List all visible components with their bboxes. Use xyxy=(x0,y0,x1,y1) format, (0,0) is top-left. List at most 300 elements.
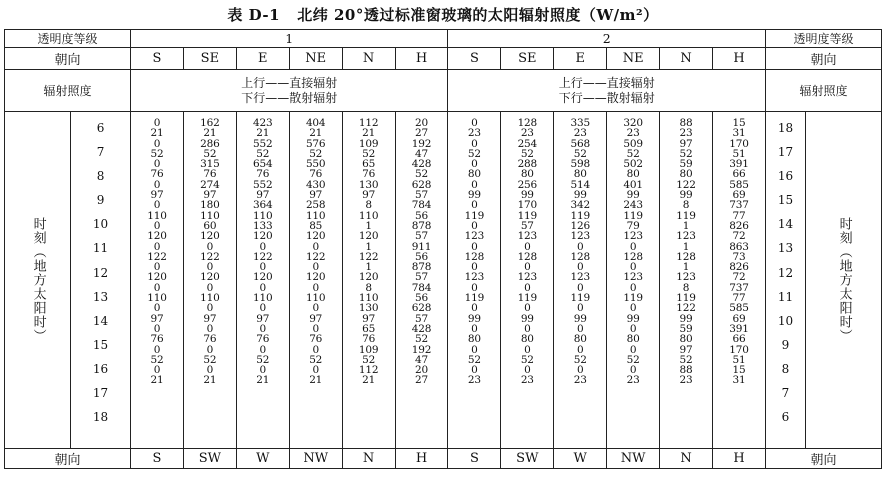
diffuse-value: 123 xyxy=(570,271,590,284)
radiation-note-level-1 xyxy=(131,70,448,112)
diffuse-value: 72 xyxy=(732,230,746,243)
orientation-footer-n: N xyxy=(660,449,713,469)
diffuse-value: 110 xyxy=(305,292,326,305)
direct-value: 0 xyxy=(524,281,531,294)
diffuse-value: 66 xyxy=(732,333,746,346)
footer-row-orientation xyxy=(5,449,882,469)
diffuse-value: 110 xyxy=(253,209,273,222)
diffuse-value: 23 xyxy=(573,374,587,387)
direct-value: 320 xyxy=(623,117,643,129)
hour-label: 14 xyxy=(777,217,794,232)
orientation-footer-nw: NW xyxy=(607,449,660,469)
direct-value: 585 xyxy=(729,302,749,315)
diffuse-value: 52 xyxy=(679,353,693,366)
direct-value: 391 xyxy=(729,158,749,171)
hour-label: 9 xyxy=(96,193,105,208)
hour-label: 11 xyxy=(92,241,109,256)
diffuse-value: 119 xyxy=(464,209,485,222)
direct-value: 552 xyxy=(253,137,273,150)
orientation-label-bottom-right: 朝向 xyxy=(765,449,881,469)
diffuse-value: 110 xyxy=(147,292,167,305)
diffuse-value: 23 xyxy=(679,374,693,387)
direct-value: 391 xyxy=(729,322,749,335)
diffuse-value: 128 xyxy=(464,250,485,263)
direct-value: 0 xyxy=(471,281,478,294)
diffuse-value: 128 xyxy=(517,250,538,263)
irradiance-table xyxy=(4,29,882,469)
direct-value: 430 xyxy=(305,178,326,191)
direct-value: 401 xyxy=(623,178,643,191)
diffuse-value: 119 xyxy=(464,292,485,305)
diffuse-value: 21 xyxy=(150,374,164,387)
orientation-footer-sw: SW xyxy=(501,449,554,469)
direct-value: 878 xyxy=(411,261,432,274)
hour-label: 16 xyxy=(92,361,109,376)
orientation-footer-n: N xyxy=(342,449,395,469)
diffuse-value: 21 xyxy=(203,127,217,140)
diffuse-value: 120 xyxy=(147,230,167,243)
direct-value: 0 xyxy=(312,343,319,356)
diffuse-value: 69 xyxy=(732,312,746,325)
direct-value: 20 xyxy=(415,364,428,377)
diffuse-value: 76 xyxy=(256,333,270,346)
data-column-level2-s xyxy=(448,112,501,449)
diffuse-value: 128 xyxy=(570,250,590,263)
diffuse-value: 52 xyxy=(679,147,693,160)
diffuse-value: 80 xyxy=(679,168,693,181)
transparency-label-left: 透明度等级 xyxy=(5,30,131,48)
direct-value: 404 xyxy=(305,117,326,129)
diffuse-value: 21 xyxy=(362,374,376,387)
diffuse-value: 21 xyxy=(256,374,270,387)
direct-value: 97 xyxy=(679,137,693,150)
diffuse-value: 120 xyxy=(253,271,273,284)
diffuse-value: 31 xyxy=(732,127,746,140)
diffuse-value: 52 xyxy=(467,147,481,160)
orientation-header-e: E xyxy=(236,48,289,70)
direct-value: 79 xyxy=(626,219,640,232)
level-2-header: 2 xyxy=(448,30,766,48)
direct-value: 737 xyxy=(729,281,749,294)
direct-value: 112 xyxy=(358,117,379,129)
diffuse-value: 73 xyxy=(732,250,746,263)
hour-label: 6 xyxy=(781,410,790,425)
orientation-header-h: H xyxy=(712,48,765,70)
direct-value: 0 xyxy=(576,343,584,356)
direct-value: 170 xyxy=(729,137,749,150)
direct-value: 0 xyxy=(259,261,267,274)
direct-value: 863 xyxy=(729,240,749,253)
orientation-label-bottom-left: 朝向 xyxy=(5,449,131,469)
diffuse-value: 27 xyxy=(415,127,428,140)
direct-value: 0 xyxy=(153,178,161,191)
diffuse-value: 23 xyxy=(520,127,534,140)
direct-value: 15 xyxy=(732,364,746,377)
hour-label: 14 xyxy=(92,313,109,328)
diffuse-value: 31 xyxy=(732,374,746,387)
direct-value: 0 xyxy=(206,240,214,253)
direct-value: 8 xyxy=(365,281,372,294)
diffuse-value: 123 xyxy=(464,271,485,284)
diffuse-value: 23 xyxy=(467,374,481,387)
direct-value: 122 xyxy=(676,178,696,191)
diffuse-value: 21 xyxy=(362,127,376,140)
diffuse-value: 52 xyxy=(256,353,270,366)
direct-value: 8 xyxy=(682,281,690,294)
diffuse-value: 97 xyxy=(362,312,376,325)
diffuse-value: 120 xyxy=(253,230,273,243)
direct-value: 0 xyxy=(206,364,214,377)
direct-value: 0 xyxy=(259,240,267,253)
diffuse-value: 122 xyxy=(147,250,167,263)
diffuse-value: 56 xyxy=(415,250,428,263)
diffuse-value: 23 xyxy=(626,127,640,140)
direct-value: 911 xyxy=(411,240,432,253)
hour-label: 9 xyxy=(781,337,790,352)
diffuse-value: 21 xyxy=(203,374,217,387)
diffuse-value: 120 xyxy=(305,230,326,243)
diffuse-value: 99 xyxy=(467,189,481,202)
time-label-right: 时刻（地方太阳时） xyxy=(805,112,881,449)
diffuse-value: 99 xyxy=(679,189,693,202)
direct-value: 1 xyxy=(682,219,690,232)
diffuse-value: 76 xyxy=(203,333,217,346)
direct-value: 15 xyxy=(732,117,746,129)
orientation-header-s: S xyxy=(448,48,501,70)
direct-value: 335 xyxy=(570,117,590,129)
direct-value: 0 xyxy=(153,364,161,377)
diffuse-value: 56 xyxy=(415,292,428,305)
direct-value: 256 xyxy=(517,178,538,191)
direct-value: 133 xyxy=(253,219,273,232)
direct-value: 180 xyxy=(200,199,220,212)
diffuse-value: 110 xyxy=(358,209,379,222)
direct-value: 0 xyxy=(471,137,478,150)
data-column-level1-n xyxy=(342,112,395,449)
hour-label: 13 xyxy=(92,289,109,304)
direct-value: 0 xyxy=(153,343,161,356)
direct-value: 0 xyxy=(312,364,319,377)
data-column-level1-ne xyxy=(289,112,342,449)
diffuse-value: 110 xyxy=(253,292,273,305)
direct-value: 128 xyxy=(517,117,538,129)
direct-value: 0 xyxy=(629,364,637,377)
direct-value: 0 xyxy=(312,302,319,315)
diffuse-value: 52 xyxy=(415,168,428,181)
data-column-level1-e xyxy=(236,112,289,449)
orientation-footer-s: S xyxy=(131,449,184,469)
diffuse-value: 99 xyxy=(467,312,481,325)
direct-value: 0 xyxy=(471,240,478,253)
diffuse-value: 119 xyxy=(623,209,643,222)
direct-value: 0 xyxy=(259,322,267,335)
direct-value: 628 xyxy=(411,178,432,191)
direct-value: 0 xyxy=(153,158,161,171)
hour-label: 15 xyxy=(777,193,794,208)
diffuse-value: 80 xyxy=(626,333,640,346)
diffuse-value: 27 xyxy=(415,374,428,387)
orientation-footer-w: W xyxy=(554,449,607,469)
diffuse-value: 119 xyxy=(570,292,590,305)
orientation-header-se: SE xyxy=(501,48,554,70)
diffuse-value: 52 xyxy=(467,353,481,366)
diffuse-value: 97 xyxy=(203,312,217,325)
diffuse-value: 69 xyxy=(732,189,746,202)
diffuse-value: 97 xyxy=(150,312,164,325)
diffuse-value: 122 xyxy=(305,250,326,263)
diffuse-value: 52 xyxy=(626,353,640,366)
direct-value: 192 xyxy=(411,137,432,150)
direct-value: 0 xyxy=(524,302,531,315)
diffuse-value: 52 xyxy=(362,147,376,160)
orientation-header-ne: NE xyxy=(607,48,660,70)
diffuse-value: 123 xyxy=(623,271,643,284)
direct-value: 784 xyxy=(411,281,432,294)
direct-value: 0 xyxy=(153,240,161,253)
direct-value: 192 xyxy=(411,343,432,356)
diffuse-value: 47 xyxy=(415,147,428,160)
direct-value: 288 xyxy=(517,158,538,171)
hour-label: 12 xyxy=(92,265,109,280)
diffuse-value: 110 xyxy=(147,209,167,222)
direct-value: 0 xyxy=(629,343,637,356)
diffuse-value: 97 xyxy=(150,189,164,202)
diffuse-value: 21 xyxy=(309,127,323,140)
direct-value: 737 xyxy=(729,199,749,212)
hour-label: 10 xyxy=(92,217,109,232)
direct-value: 1 xyxy=(682,261,690,274)
diffuse-value: 97 xyxy=(203,189,217,202)
orientation-footer-h: H xyxy=(712,449,765,469)
diffuse-value: 119 xyxy=(517,209,538,222)
table-caption: 北纬 20°透过标准窗玻璃的太阳辐射照度（W/m²） xyxy=(297,6,659,24)
diffuse-value: 76 xyxy=(256,168,270,181)
hour-label: 7 xyxy=(96,145,105,160)
diffuse-value: 76 xyxy=(203,168,217,181)
hour-label: 17 xyxy=(777,145,794,160)
direct-value: 0 xyxy=(629,261,637,274)
direct-value: 826 xyxy=(729,261,749,274)
irradiance-label-left: 辐射照度 xyxy=(5,70,131,112)
orientation-footer-sw: SW xyxy=(183,449,236,469)
diffuse-value: 21 xyxy=(256,127,270,140)
direct-value: 0 xyxy=(471,178,478,191)
diffuse-value: 52 xyxy=(362,353,376,366)
diffuse-value: 56 xyxy=(415,209,428,222)
diffuse-value: 57 xyxy=(415,189,428,202)
diffuse-value: 120 xyxy=(200,230,220,243)
diffuse-value: 123 xyxy=(517,230,538,243)
direct-value: 0 xyxy=(576,240,584,253)
diffuse-value: 76 xyxy=(362,168,376,181)
direct-value: 364 xyxy=(253,199,273,212)
direct-value: 0 xyxy=(153,219,161,232)
orientation-header-h: H xyxy=(395,48,448,70)
direct-value: 0 xyxy=(524,322,531,335)
hour-label: 8 xyxy=(781,361,790,376)
direct-value: 1 xyxy=(365,219,372,232)
diffuse-value: 52 xyxy=(203,147,217,160)
direct-value: 628 xyxy=(411,302,432,315)
direct-value: 0 xyxy=(312,281,319,294)
direct-value: 60 xyxy=(203,219,217,232)
direct-value: 585 xyxy=(729,178,749,191)
data-column-level2-ne xyxy=(607,112,660,449)
diffuse-value: 66 xyxy=(732,168,746,181)
diffuse-value: 110 xyxy=(305,209,326,222)
diffuse-value: 123 xyxy=(517,271,538,284)
hour-label: 18 xyxy=(92,410,109,425)
diffuse-value: 120 xyxy=(305,271,326,284)
header-row-level xyxy=(5,30,882,48)
diffuse-value: 21 xyxy=(309,374,323,387)
direct-value: 514 xyxy=(570,178,590,191)
direct-value: 0 xyxy=(471,302,478,315)
diffuse-value: 76 xyxy=(309,168,323,181)
hour-label: 16 xyxy=(777,169,794,184)
data-row xyxy=(5,112,882,449)
hour-label: 15 xyxy=(92,337,109,352)
diffuse-value: 23 xyxy=(679,127,693,140)
direct-value: 0 xyxy=(471,364,478,377)
diffuse-value: 80 xyxy=(520,168,534,181)
data-column-level1-h xyxy=(395,112,448,449)
diffuse-value: 76 xyxy=(362,333,376,346)
diffuse-value: 99 xyxy=(573,189,587,202)
direct-value: 258 xyxy=(305,199,326,212)
diffuse-value: 97 xyxy=(362,189,376,202)
diffuse-value: 52 xyxy=(150,353,164,366)
diffuse-value: 110 xyxy=(200,292,220,305)
diffuse-value: 128 xyxy=(623,250,643,263)
note-direct: 上行——直接辐射 xyxy=(558,75,655,90)
orientation-label-left: 朝向 xyxy=(5,48,131,70)
direct-value: 130 xyxy=(358,178,379,191)
diffuse-value: 51 xyxy=(732,353,746,366)
diffuse-value: 52 xyxy=(520,353,534,366)
diffuse-value: 51 xyxy=(732,147,746,160)
diffuse-value: 110 xyxy=(358,292,379,305)
direct-value: 826 xyxy=(729,219,749,232)
direct-value: 0 xyxy=(206,322,214,335)
direct-value: 784 xyxy=(411,199,432,212)
diffuse-value: 99 xyxy=(520,312,534,325)
diffuse-value: 99 xyxy=(626,312,640,325)
direct-value: 576 xyxy=(305,137,326,150)
direct-value: 0 xyxy=(312,261,319,274)
direct-value: 170 xyxy=(729,343,749,356)
direct-value: 0 xyxy=(206,261,214,274)
diffuse-value: 80 xyxy=(573,333,587,346)
direct-value: 0 xyxy=(259,302,267,315)
data-column-level2-se xyxy=(501,112,554,449)
diffuse-value: 47 xyxy=(415,353,428,366)
diffuse-value: 52 xyxy=(309,147,323,160)
direct-value: 0 xyxy=(524,343,531,356)
direct-value: 509 xyxy=(623,137,643,150)
transparency-label-right: 透明度等级 xyxy=(765,30,881,48)
hours-left xyxy=(71,112,131,449)
diffuse-value: 52 xyxy=(415,333,428,346)
direct-value: 0 xyxy=(153,117,161,129)
direct-value: 0 xyxy=(153,302,161,315)
data-column-level2-n xyxy=(660,112,713,449)
direct-value: 109 xyxy=(358,137,379,150)
diffuse-value: 23 xyxy=(573,127,587,140)
direct-value: 0 xyxy=(524,261,531,274)
diffuse-value: 52 xyxy=(573,147,587,160)
diffuse-value: 120 xyxy=(147,271,167,284)
direct-value: 170 xyxy=(517,199,538,212)
direct-value: 0 xyxy=(153,261,161,274)
direct-value: 59 xyxy=(679,322,693,335)
diffuse-value: 123 xyxy=(676,230,696,243)
diffuse-value: 99 xyxy=(679,312,693,325)
diffuse-value: 80 xyxy=(520,333,534,346)
header-row-notes xyxy=(5,70,882,112)
orientation-header-ne: NE xyxy=(289,48,342,70)
diffuse-value: 52 xyxy=(256,147,270,160)
direct-value: 0 xyxy=(471,343,478,356)
diffuse-value: 97 xyxy=(309,312,323,325)
direct-value: 65 xyxy=(362,322,376,335)
diffuse-value: 120 xyxy=(358,271,379,284)
diffuse-value: 52 xyxy=(573,353,587,366)
direct-value: 243 xyxy=(623,199,643,212)
diffuse-value: 52 xyxy=(150,147,164,160)
diffuse-value: 119 xyxy=(570,209,590,222)
diffuse-value: 23 xyxy=(626,374,640,387)
direct-value: 0 xyxy=(312,322,319,335)
data-column-level1-se xyxy=(183,112,236,449)
diffuse-value: 23 xyxy=(467,127,481,140)
direct-value: 428 xyxy=(411,158,432,171)
diffuse-value: 120 xyxy=(200,271,220,284)
diffuse-value: 99 xyxy=(520,189,534,202)
direct-value: 0 xyxy=(576,261,584,274)
orientation-header-e: E xyxy=(554,48,607,70)
direct-value: 1 xyxy=(682,240,690,253)
diffuse-value: 57 xyxy=(415,312,428,325)
hour-label: 7 xyxy=(781,386,790,401)
direct-value: 0 xyxy=(259,281,267,294)
direct-value: 126 xyxy=(570,219,590,232)
diffuse-value: 80 xyxy=(679,333,693,346)
diffuse-value: 57 xyxy=(415,271,428,284)
table-number: 表 D-1 xyxy=(227,6,281,24)
diffuse-value: 122 xyxy=(200,250,220,263)
direct-value: 0 xyxy=(576,281,584,294)
diffuse-value: 21 xyxy=(150,127,164,140)
direct-value: 0 xyxy=(471,261,478,274)
diffuse-value: 97 xyxy=(256,312,270,325)
diffuse-value: 99 xyxy=(626,189,640,202)
diffuse-value: 80 xyxy=(626,168,640,181)
direct-value: 0 xyxy=(471,219,478,232)
direct-value: 654 xyxy=(253,158,273,171)
direct-value: 0 xyxy=(259,343,267,356)
data-column-level1-s xyxy=(131,112,184,449)
direct-value: 286 xyxy=(200,137,220,150)
diffuse-value: 110 xyxy=(200,209,220,222)
diffuse-value: 128 xyxy=(676,250,696,263)
diffuse-value: 119 xyxy=(623,292,643,305)
time-label-left: 时刻（地方太阳时） xyxy=(5,112,71,449)
diffuse-value: 77 xyxy=(732,292,746,305)
direct-value: 423 xyxy=(253,117,273,129)
diffuse-value: 119 xyxy=(676,209,696,222)
direct-value: 8 xyxy=(365,199,372,212)
